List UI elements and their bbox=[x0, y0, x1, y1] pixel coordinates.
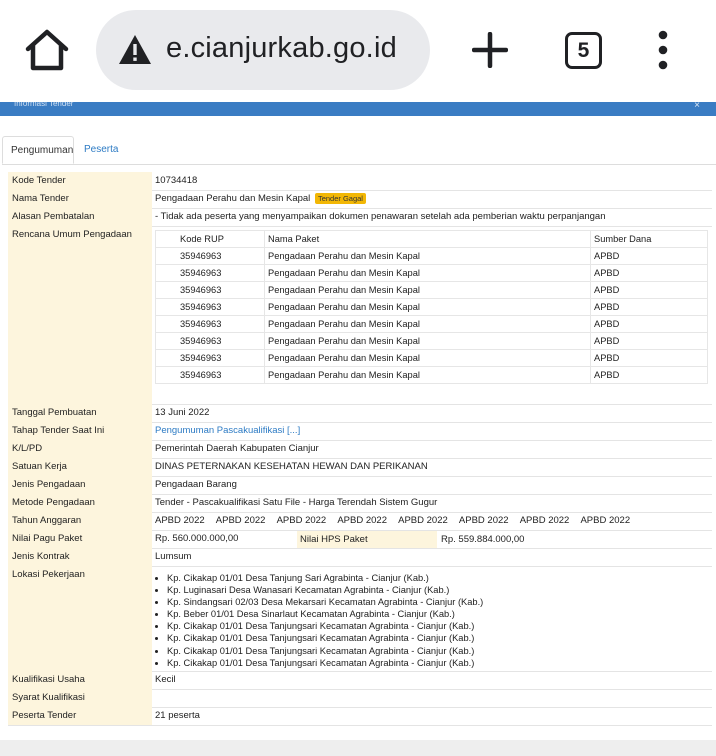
anggaran-item: APBD 2022 bbox=[580, 515, 631, 526]
row-alasan-pembatalan bbox=[8, 208, 712, 227]
tab-bar bbox=[2, 136, 716, 165]
table-row bbox=[156, 350, 708, 367]
page-bottom-strip bbox=[0, 740, 716, 756]
address-bar[interactable] bbox=[96, 10, 430, 90]
label-nilai-pagu: Nilai Pagu Paket bbox=[8, 530, 152, 548]
modal-header bbox=[0, 102, 716, 116]
rup-cell-kode: 35946963 bbox=[156, 367, 265, 384]
rup-cell-kode: 35946963 bbox=[156, 248, 265, 265]
rup-header-row bbox=[156, 231, 708, 248]
list-item: • Kp. Sindangsari 02/03 Desa Mekarsari Kecamatan Agrabinta - Cianjur (Kab.) bbox=[167, 596, 483, 608]
more-options-icon[interactable] bbox=[656, 30, 670, 70]
label-satuan-kerja: Satuan Kerja bbox=[8, 458, 152, 476]
list-item: • Kp. Beber 01/01 Desa Sinarlaut Kecamatan Agrabinta - Cianjur (Kab.) bbox=[167, 608, 483, 620]
rup-cell-kode: 35946963 bbox=[156, 265, 265, 282]
rup-table bbox=[155, 230, 708, 384]
rup-cell-nama: Pengadaan Perahu dan Mesin Kapal bbox=[265, 367, 591, 384]
row-nama-tender bbox=[8, 190, 712, 209]
list-item: • Kp. Cikakap 01/01 Desa Tanjungsari Kecamatan Agrabinta - Cianjur (Kab.) bbox=[167, 657, 483, 669]
list-item: • Kp. Cikakap 01/01 Desa Tanjungsari Kecamatan Agrabinta - Cianjur (Kab.) bbox=[167, 620, 483, 632]
anggaran-item: APBD 2022 bbox=[155, 515, 205, 526]
rup-cell-nama: Pengadaan Perahu dan Mesin Kapal bbox=[265, 282, 591, 299]
anggaran-item: APBD 2022 bbox=[398, 515, 448, 526]
anggaran-item: APBD 2022 bbox=[215, 515, 266, 526]
lokasi-list bbox=[158, 572, 483, 669]
rup-cell-nama: Pengadaan Perahu dan Mesin Kapal bbox=[265, 333, 591, 350]
label-rencana-umum-pengadaan: Rencana Umum Pengadaan bbox=[8, 226, 152, 404]
rup-cell-sumber: APBD bbox=[591, 299, 708, 316]
value-nama-tender bbox=[155, 190, 712, 204]
browser-toolbar bbox=[0, 0, 716, 100]
label-tahap-tender: Tahap Tender Saat Ini bbox=[8, 422, 152, 440]
label-klpd: K/L/PD bbox=[8, 440, 152, 458]
table-row bbox=[156, 265, 708, 282]
value-satuan-kerja: DINAS PETERNAKAN KESEHATAN HEWAN DAN PERIKANAN bbox=[155, 461, 428, 472]
new-tab-icon[interactable] bbox=[472, 32, 508, 68]
list-item: • Kp. Cikakap 01/01 Desa Tanjung Sari Agrabinta - Cianjur (Kab.) bbox=[167, 572, 483, 584]
status-badge: Tender Gagal bbox=[315, 193, 366, 204]
value-nilai-hps: Rp. 559.884.000,00 bbox=[441, 534, 525, 545]
rup-cell-kode: 35946963 bbox=[156, 316, 265, 333]
row-metode-pengadaan bbox=[8, 494, 712, 513]
modal-title: Informasi Tender bbox=[14, 102, 74, 108]
table-row bbox=[156, 299, 708, 316]
rup-header-sumber: Sumber Dana bbox=[591, 231, 708, 248]
anggaran-item: APBD 2022 bbox=[337, 515, 387, 526]
value-tanggal-pembuatan: 13 Juni 2022 bbox=[155, 407, 210, 418]
row-kualifikasi-usaha bbox=[8, 671, 712, 690]
value-kualifikasi-usaha: Kecil bbox=[155, 674, 176, 685]
tab-count: 5 bbox=[577, 39, 590, 62]
row-jenis-kontrak bbox=[8, 548, 712, 567]
url-text[interactable]: e.cianjurkab.go.id bbox=[166, 32, 397, 64]
label-alasan-pembatalan: Alasan Pembatalan bbox=[8, 208, 152, 226]
table-row bbox=[156, 367, 708, 384]
tab-switcher-button[interactable] bbox=[565, 32, 602, 69]
label-tanggal-pembuatan: Tanggal Pembuatan bbox=[8, 404, 152, 422]
value-metode-pengadaan: Tender - Pascakualifikasi Satu File - Harga Terendah Sistem Gugur bbox=[155, 497, 438, 508]
nama-tender-text: Pengadaan Perahu dan Mesin Kapal bbox=[155, 193, 311, 204]
row-satuan-kerja bbox=[8, 458, 712, 477]
value-peserta-tender: 21 peserta bbox=[155, 710, 200, 721]
label-tahun-anggaran: Tahun Anggaran bbox=[8, 512, 152, 530]
warning-icon[interactable] bbox=[118, 34, 152, 66]
list-item: • Kp. Luginasari Desa Wanasari Kecamatan Agrabinta - Cianjur (Kab.) bbox=[167, 584, 483, 596]
tab-peserta[interactable]: Peserta bbox=[84, 144, 119, 155]
row-kode-tender bbox=[8, 172, 712, 191]
row-klpd bbox=[8, 440, 712, 459]
home-icon[interactable] bbox=[24, 28, 70, 72]
rup-cell-nama: Pengadaan Perahu dan Mesin Kapal bbox=[265, 299, 591, 316]
row-syarat-kualifikasi bbox=[8, 689, 712, 708]
label-jenis-pengadaan: Jenis Pengadaan bbox=[8, 476, 152, 494]
tab-pengumuman[interactable]: Pengumuman bbox=[2, 136, 74, 164]
rup-cell-nama: Pengadaan Perahu dan Mesin Kapal bbox=[265, 248, 591, 265]
value-nilai-pagu: Rp. 560.000.000,00 bbox=[155, 533, 239, 544]
rup-cell-kode: 35946963 bbox=[156, 282, 265, 299]
label-nama-tender: Nama Tender bbox=[8, 190, 152, 208]
label-jenis-kontrak: Jenis Kontrak bbox=[8, 548, 152, 566]
anggaran-item: APBD 2022 bbox=[519, 515, 570, 526]
value-tahun-anggaran bbox=[155, 512, 712, 526]
rup-cell-sumber: APBD bbox=[591, 282, 708, 299]
rup-header-kode: Kode RUP bbox=[156, 231, 265, 248]
rup-cell-nama: Pengadaan Perahu dan Mesin Kapal bbox=[265, 316, 591, 333]
label-peserta-tender: Peserta Tender bbox=[8, 707, 152, 725]
rup-cell-kode: 35946963 bbox=[156, 299, 265, 316]
row-tahap-tender bbox=[8, 422, 712, 441]
label-syarat-kualifikasi: Syarat Kualifikasi bbox=[8, 689, 152, 707]
value-klpd: Pemerintah Daerah Kabupaten Cianjur bbox=[155, 443, 319, 454]
rup-cell-sumber: APBD bbox=[591, 350, 708, 367]
label-metode-pengadaan: Metode Pengadaan bbox=[8, 494, 152, 512]
rup-cell-kode: 35946963 bbox=[156, 333, 265, 350]
table-row bbox=[156, 248, 708, 265]
rup-cell-sumber: APBD bbox=[591, 316, 708, 333]
value-alasan-pembatalan: - Tidak ada peserta yang menyampaikan dokumen penawaran setelah ada pemberian waktu perpanjangan bbox=[155, 211, 606, 222]
rup-cell-sumber: APBD bbox=[591, 333, 708, 350]
list-item: • Kp. Cikakap 01/01 Desa Tanjungsari Kecamatan Agrabinta - Cianjur (Kab.) bbox=[167, 632, 483, 644]
anggaran-item: APBD 2022 bbox=[458, 515, 509, 526]
anggaran-item: APBD 2022 bbox=[276, 515, 327, 526]
row-jenis-pengadaan bbox=[8, 476, 712, 495]
rup-cell-sumber: APBD bbox=[591, 248, 708, 265]
table-row bbox=[156, 333, 708, 350]
value-syarat-kualifikasi bbox=[155, 689, 712, 692]
rup-cell-sumber: APBD bbox=[591, 265, 708, 282]
table-row bbox=[156, 282, 708, 299]
close-icon[interactable]: × bbox=[694, 102, 700, 111]
label-kode-tender: Kode Tender bbox=[8, 172, 152, 190]
tahap-tender-link[interactable]: Pengumuman Pascakualifikasi [...] bbox=[155, 425, 301, 436]
rup-cell-nama: Pengadaan Perahu dan Mesin Kapal bbox=[265, 350, 591, 367]
row-tahun-anggaran bbox=[8, 512, 712, 531]
value-jenis-kontrak: Lumsum bbox=[155, 551, 192, 562]
rup-header-nama: Nama Paket bbox=[265, 231, 591, 248]
rup-cell-kode: 35946963 bbox=[156, 350, 265, 367]
value-jenis-pengadaan: Pengadaan Barang bbox=[155, 479, 237, 490]
table-row bbox=[156, 316, 708, 333]
label-nilai-hps: Nilai HPS Paket bbox=[297, 531, 437, 548]
row-peserta-tender bbox=[8, 707, 712, 726]
label-lokasi-pekerjaan: Lokasi Pekerjaan bbox=[8, 566, 152, 671]
value-kode-tender: 10734418 bbox=[155, 175, 198, 186]
row-tanggal-pembuatan bbox=[8, 404, 712, 423]
label-kualifikasi-usaha: Kualifikasi Usaha bbox=[8, 671, 152, 689]
rup-cell-nama: Pengadaan Perahu dan Mesin Kapal bbox=[265, 265, 591, 282]
list-item: • Kp. Cikakap 01/01 Desa Tanjungsari Kecamatan Agrabinta - Cianjur (Kab.) bbox=[167, 645, 483, 657]
rup-cell-sumber: APBD bbox=[591, 367, 708, 384]
